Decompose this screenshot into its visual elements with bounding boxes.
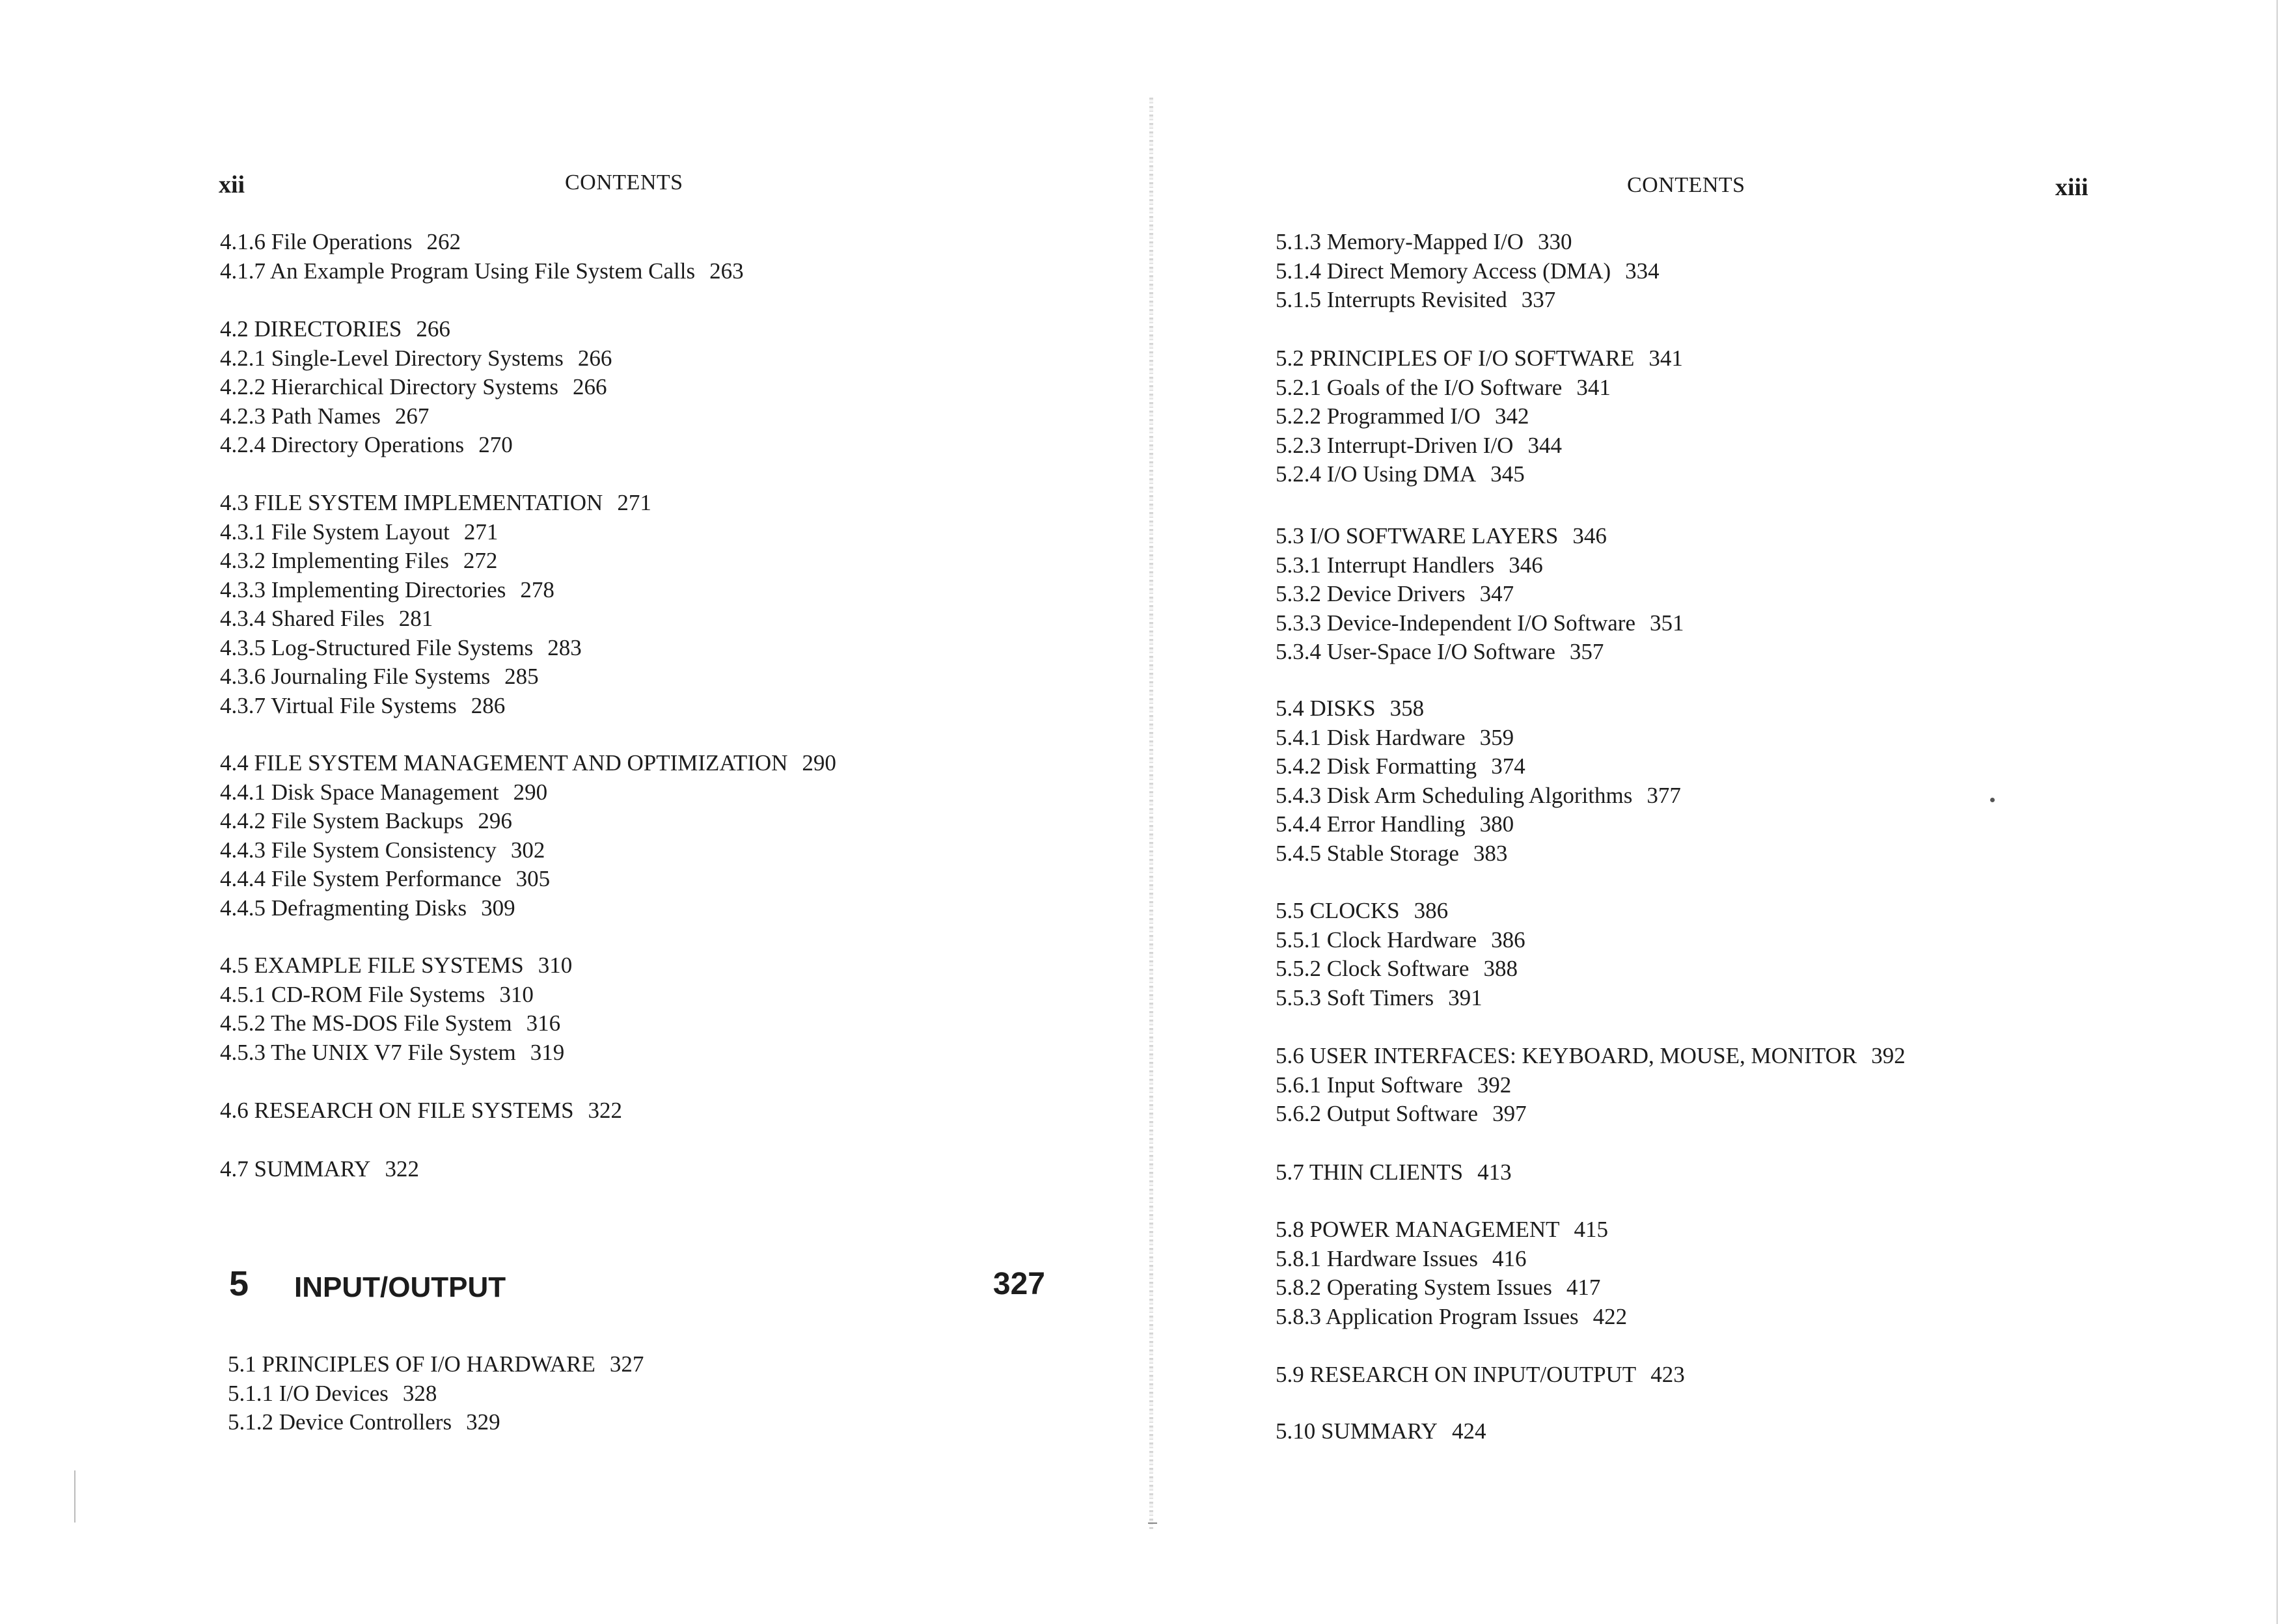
chapter-toc-section xyxy=(228,1350,644,1437)
toc-entry-label: 4.4.5 Defragmenting Disks xyxy=(220,895,467,921)
page-number: xiii xyxy=(2055,174,2088,201)
toc-entry-label: 5.4.4 Error Handling xyxy=(1276,811,1466,837)
toc-entry-label: 5.4.3 Disk Arm Scheduling Algorithms xyxy=(1276,782,1633,808)
toc-entry xyxy=(1276,522,1684,551)
left-toc-section xyxy=(220,749,836,923)
toc-entry-page: 417 xyxy=(1566,1275,1601,1300)
toc-entry-label: 4.4.3 File System Consistency xyxy=(220,837,497,863)
margin-mark xyxy=(74,1470,75,1522)
toc-entry xyxy=(220,489,651,518)
toc-entry xyxy=(1276,373,1683,403)
toc-entry xyxy=(220,749,836,778)
toc-entry-label: 5.2.3 Interrupt-Driven I/O xyxy=(1276,432,1514,458)
toc-entry-label: 5.8.1 Hardware Issues xyxy=(1276,1245,1479,1271)
page-edge xyxy=(2276,0,2278,1624)
toc-entry xyxy=(1276,694,1681,724)
toc-entry-label: 4.3.4 Shared Files xyxy=(220,606,385,631)
toc-entry-label: 4.6 RESEARCH ON FILE SYSTEMS xyxy=(220,1098,574,1123)
toc-entry xyxy=(1276,228,1660,257)
toc-entry xyxy=(228,1350,644,1379)
toc-entry xyxy=(1276,1158,1512,1187)
toc-entry-label: 5.5.3 Soft Timers xyxy=(1276,984,1434,1010)
toc-entry-page: 346 xyxy=(1509,552,1543,578)
toc-entry-label: 4.5.2 The MS-DOS File System xyxy=(220,1010,512,1036)
toc-entry-page: 327 xyxy=(609,1351,644,1377)
toc-entry xyxy=(1276,926,1525,955)
right-toc-section xyxy=(1276,1417,1486,1446)
toc-entry-page: 359 xyxy=(1479,724,1514,750)
toc-entry xyxy=(1276,810,1681,839)
toc-entry-label: 5.3.4 User-Space I/O Software xyxy=(1276,639,1555,664)
toc-entry-page: 281 xyxy=(398,606,433,631)
right-toc-section xyxy=(1276,344,1683,489)
toc-entry xyxy=(1276,286,1660,315)
toc-entry-page: 341 xyxy=(1576,374,1611,400)
toc-entry xyxy=(1276,344,1683,373)
toc-entry xyxy=(1276,752,1681,781)
toc-entry xyxy=(220,807,836,836)
toc-entry-label: 5.1.1 I/O Devices xyxy=(228,1380,389,1406)
toc-entry-label: 5.1.3 Memory-Mapped I/O xyxy=(1276,229,1524,254)
toc-entry-label: 5.3 I/O SOFTWARE LAYERS xyxy=(1276,523,1559,548)
toc-entry-page: 345 xyxy=(1490,461,1525,487)
toc-entry xyxy=(220,431,612,460)
toc-entry-label: 4.5.3 The UNIX V7 File System xyxy=(220,1039,516,1065)
toc-entry-label: 4.7 SUMMARY xyxy=(220,1156,371,1182)
toc-entry xyxy=(220,662,651,692)
toc-entry xyxy=(1276,1303,1627,1332)
toc-entry-page: 271 xyxy=(463,519,499,545)
chapter-heading xyxy=(225,1264,1045,1316)
toc-entry-label: 5.2.2 Programmed I/O xyxy=(1276,403,1481,429)
running-head: CONTENTS xyxy=(1627,173,1745,197)
toc-entry-page: 270 xyxy=(478,432,513,457)
toc-entry-label: 5.5.1 Clock Hardware xyxy=(1276,927,1477,953)
toc-entry-label: 4.3.1 File System Layout xyxy=(220,519,450,545)
toc-entry xyxy=(220,836,836,865)
toc-entry-label: 5.8 POWER MANAGEMENT xyxy=(1276,1217,1560,1242)
toc-entry-label: 4.1.6 File Operations xyxy=(220,229,413,254)
toc-entry xyxy=(1276,402,1683,431)
toc-entry xyxy=(1276,1071,1906,1100)
toc-entry-page: 358 xyxy=(1389,696,1425,721)
toc-entry xyxy=(220,518,651,547)
right-page xyxy=(1165,0,2283,1624)
right-toc-section xyxy=(1276,1158,1512,1187)
left-toc-section xyxy=(220,228,744,286)
toc-entry-label: 4.4.2 File System Backups xyxy=(220,808,464,833)
right-toc-section xyxy=(1276,1360,1685,1390)
toc-entry-page: 341 xyxy=(1648,345,1683,371)
toc-entry xyxy=(1276,954,1525,984)
toc-entry-page: 290 xyxy=(802,750,836,776)
toc-entry xyxy=(220,1096,622,1126)
toc-entry-page: 386 xyxy=(1414,898,1449,923)
toc-entry-label: 5.4 DISKS xyxy=(1276,696,1376,721)
toc-entry-page: 316 xyxy=(526,1010,561,1036)
right-toc-section xyxy=(1276,522,1684,667)
toc-entry-page: 413 xyxy=(1477,1159,1512,1185)
toc-entry-page: 424 xyxy=(1451,1418,1486,1444)
toc-entry-label: 5.4.1 Disk Hardware xyxy=(1276,724,1466,750)
toc-entry-label: 5.2.4 I/O Using DMA xyxy=(1276,461,1477,487)
left-toc-section xyxy=(220,951,572,1067)
toc-entry-page: 337 xyxy=(1521,287,1556,312)
toc-entry-page: 357 xyxy=(1569,639,1604,664)
toc-entry-label: 5.6.1 Input Software xyxy=(1276,1072,1463,1098)
toc-entry-label: 5.1.4 Direct Memory Access (DMA) xyxy=(1276,258,1611,284)
toc-entry-label: 5.8.3 Application Program Issues xyxy=(1276,1303,1579,1329)
toc-entry xyxy=(228,1408,644,1437)
toc-entry-label: 5.3.2 Device Drivers xyxy=(1276,581,1466,606)
right-toc-section xyxy=(1276,694,1681,868)
left-toc-section xyxy=(220,489,651,720)
toc-entry-page: 266 xyxy=(577,345,612,371)
toc-entry-page: 330 xyxy=(1538,229,1572,254)
toc-entry-page: 309 xyxy=(481,895,515,921)
toc-entry-page: 272 xyxy=(463,548,498,573)
toc-entry xyxy=(220,634,651,663)
chapter-page: 327 xyxy=(992,1267,1045,1301)
toc-entry xyxy=(1276,839,1681,869)
toc-entry-page: 263 xyxy=(709,258,744,284)
toc-entry-page: 422 xyxy=(1593,1303,1628,1329)
print-speck xyxy=(1990,798,1995,802)
toc-entry-page: 328 xyxy=(402,1380,437,1406)
toc-entry xyxy=(220,894,836,923)
toc-entry-page: 310 xyxy=(499,981,534,1007)
toc-entry-label: 4.4.1 Disk Space Management xyxy=(220,779,499,805)
toc-entry-page: 283 xyxy=(547,634,582,660)
toc-entry xyxy=(1276,984,1525,1013)
toc-entry-page: 266 xyxy=(572,374,607,399)
toc-entry xyxy=(1276,580,1684,609)
left-toc-section xyxy=(220,315,612,460)
page-number: xii xyxy=(219,171,245,198)
toc-entry-page: 374 xyxy=(1491,753,1525,779)
toc-entry xyxy=(1276,897,1525,926)
toc-entry xyxy=(1276,609,1684,638)
toc-entry xyxy=(1276,1417,1486,1446)
toc-entry-label: 4.2.3 Path Names xyxy=(220,403,381,429)
toc-entry xyxy=(1276,781,1681,811)
toc-entry-label: 4.3.7 Virtual File Systems xyxy=(220,692,457,718)
toc-entry xyxy=(220,547,651,576)
toc-entry-page: 266 xyxy=(416,316,450,342)
toc-entry xyxy=(220,402,612,431)
toc-entry xyxy=(220,1038,572,1068)
toc-entry-label: 5.1.5 Interrupts Revisited xyxy=(1276,287,1507,312)
toc-entry-page: 391 xyxy=(1448,984,1483,1010)
toc-entry-label: 5.5 CLOCKS xyxy=(1276,898,1400,923)
toc-entry-label: 5.9 RESEARCH ON INPUT/OUTPUT xyxy=(1276,1362,1637,1387)
toc-entry-label: 5.1 PRINCIPLES OF I/O HARDWARE xyxy=(228,1351,595,1377)
toc-entry-page: 377 xyxy=(1647,782,1681,808)
toc-entry xyxy=(220,865,836,894)
chapter-title: INPUT/OUTPUT xyxy=(294,1271,506,1303)
toc-entry-label: 5.6.2 Output Software xyxy=(1276,1101,1479,1126)
toc-entry xyxy=(220,257,744,286)
toc-entry-label: 4.3.2 Implementing Files xyxy=(220,548,449,573)
toc-entry xyxy=(220,778,836,807)
toc-entry-page: 334 xyxy=(1625,258,1660,284)
toc-entry xyxy=(220,344,612,373)
toc-entry-page: 423 xyxy=(1650,1362,1685,1387)
toc-entry xyxy=(1276,1273,1627,1303)
toc-entry xyxy=(220,1009,572,1038)
toc-entry xyxy=(220,228,744,257)
toc-entry xyxy=(1276,1100,1906,1129)
toc-entry-label: 4.2.1 Single-Level Directory Systems xyxy=(220,345,564,371)
toc-entry-label: 4.1.7 An Example Program Using File System Calls xyxy=(220,258,696,284)
toc-entry-page: 386 xyxy=(1491,927,1525,953)
running-head: CONTENTS xyxy=(565,170,683,195)
toc-entry-page: 346 xyxy=(1572,523,1607,548)
toc-entry-page: 290 xyxy=(513,779,548,805)
toc-entry-label: 4.4 FILE SYSTEM MANAGEMENT AND OPTIMIZATION xyxy=(220,750,788,776)
toc-entry-label: 4.5.1 CD-ROM File Systems xyxy=(220,981,485,1007)
toc-entry-label: 5.3.3 Device-Independent I/O Software xyxy=(1276,610,1635,636)
toc-entry xyxy=(1276,1360,1685,1390)
toc-entry xyxy=(1276,257,1660,286)
toc-entry-label: 5.10 SUMMARY xyxy=(1276,1418,1438,1444)
toc-entry-label: 4.2.2 Hierarchical Directory Systems xyxy=(220,374,558,399)
toc-entry-page: 278 xyxy=(520,576,554,602)
toc-entry-page: 319 xyxy=(530,1039,565,1065)
toc-entry xyxy=(220,981,572,1010)
toc-entry xyxy=(1276,431,1683,461)
right-toc-section xyxy=(1276,1042,1906,1129)
right-toc-section xyxy=(1276,897,1525,1012)
right-toc-section xyxy=(1276,1215,1627,1331)
toc-entry-label: 4.2 DIRECTORIES xyxy=(220,316,402,342)
toc-entry-label: 4.4.4 File System Performance xyxy=(220,866,502,891)
toc-entry xyxy=(220,1155,419,1184)
toc-entry xyxy=(1276,1042,1906,1071)
toc-entry xyxy=(1276,551,1684,580)
toc-entry-page: 285 xyxy=(504,664,539,689)
left-toc-section xyxy=(220,1155,419,1184)
toc-entry xyxy=(1276,1215,1627,1245)
chapter-number: 5 xyxy=(229,1264,249,1303)
toc-entry-page: 262 xyxy=(426,229,461,254)
toc-entry-label: 5.8.2 Operating System Issues xyxy=(1276,1275,1552,1300)
toc-entry-page: 305 xyxy=(515,866,551,891)
toc-entry-label: 5.2 PRINCIPLES OF I/O SOFTWARE xyxy=(1276,345,1635,371)
toc-entry xyxy=(228,1379,644,1409)
toc-entry-label: 5.4.5 Stable Storage xyxy=(1276,840,1459,866)
toc-entry-page: 392 xyxy=(1477,1072,1512,1098)
toc-entry-page: 302 xyxy=(510,837,545,863)
toc-entry-page: 383 xyxy=(1473,840,1508,866)
toc-entry-page: 322 xyxy=(588,1098,623,1123)
toc-entry-page: 415 xyxy=(1574,1217,1609,1242)
toc-entry-page: 271 xyxy=(617,490,651,515)
book-gutter xyxy=(1149,98,1153,1529)
toc-entry-page: 286 xyxy=(471,692,506,718)
toc-entry-label: 5.4.2 Disk Formatting xyxy=(1276,753,1477,779)
toc-entry-label: 4.5 EXAMPLE FILE SYSTEMS xyxy=(220,953,524,978)
toc-entry-page: 392 xyxy=(1871,1043,1906,1068)
toc-entry-page: 351 xyxy=(1650,610,1684,636)
left-toc-section xyxy=(220,1096,622,1126)
toc-entry-page: 322 xyxy=(385,1156,419,1182)
toc-entry-page: 388 xyxy=(1483,956,1518,981)
toc-entry-page: 380 xyxy=(1479,811,1514,837)
toc-entry-page: 310 xyxy=(538,953,573,978)
toc-entry xyxy=(220,576,651,605)
toc-entry-page: 267 xyxy=(394,403,430,429)
toc-entry xyxy=(220,951,572,981)
toc-entry xyxy=(220,373,612,402)
toc-entry-label: 5.2.1 Goals of the I/O Software xyxy=(1276,374,1563,400)
toc-entry xyxy=(220,315,612,344)
toc-entry-label: 5.3.1 Interrupt Handlers xyxy=(1276,552,1495,578)
toc-entry-page: 416 xyxy=(1492,1245,1527,1271)
toc-entry-label: 5.6 USER INTERFACES: KEYBOARD, MOUSE, MONITOR xyxy=(1276,1043,1857,1068)
toc-entry-label: 4.2.4 Directory Operations xyxy=(220,432,465,457)
toc-entry-page: 342 xyxy=(1494,403,1529,429)
toc-entry-page: 347 xyxy=(1479,581,1514,606)
gutter-mark xyxy=(1148,1522,1157,1524)
toc-entry-label: 5.5.2 Clock Software xyxy=(1276,956,1470,981)
toc-entry-page: 329 xyxy=(466,1409,500,1435)
toc-entry xyxy=(1276,724,1681,753)
toc-entry-label: 5.1.2 Device Controllers xyxy=(228,1409,452,1435)
toc-entry xyxy=(1276,638,1684,667)
right-toc-section xyxy=(1276,228,1660,315)
toc-entry xyxy=(220,692,651,721)
toc-entry-label: 4.3.3 Implementing Directories xyxy=(220,576,506,602)
toc-entry xyxy=(1276,460,1683,489)
toc-entry xyxy=(220,604,651,634)
toc-entry-label: 5.7 THIN CLIENTS xyxy=(1276,1159,1464,1185)
toc-entry-page: 344 xyxy=(1527,432,1562,458)
toc-entry-label: 4.3 FILE SYSTEM IMPLEMENTATION xyxy=(220,490,603,515)
toc-entry xyxy=(1276,1245,1627,1274)
toc-entry-page: 296 xyxy=(478,808,512,833)
toc-entry-label: 4.3.6 Journaling File Systems xyxy=(220,664,491,689)
toc-entry-page: 397 xyxy=(1492,1101,1527,1126)
toc-entry-label: 4.3.5 Log-Structured File Systems xyxy=(220,634,534,660)
